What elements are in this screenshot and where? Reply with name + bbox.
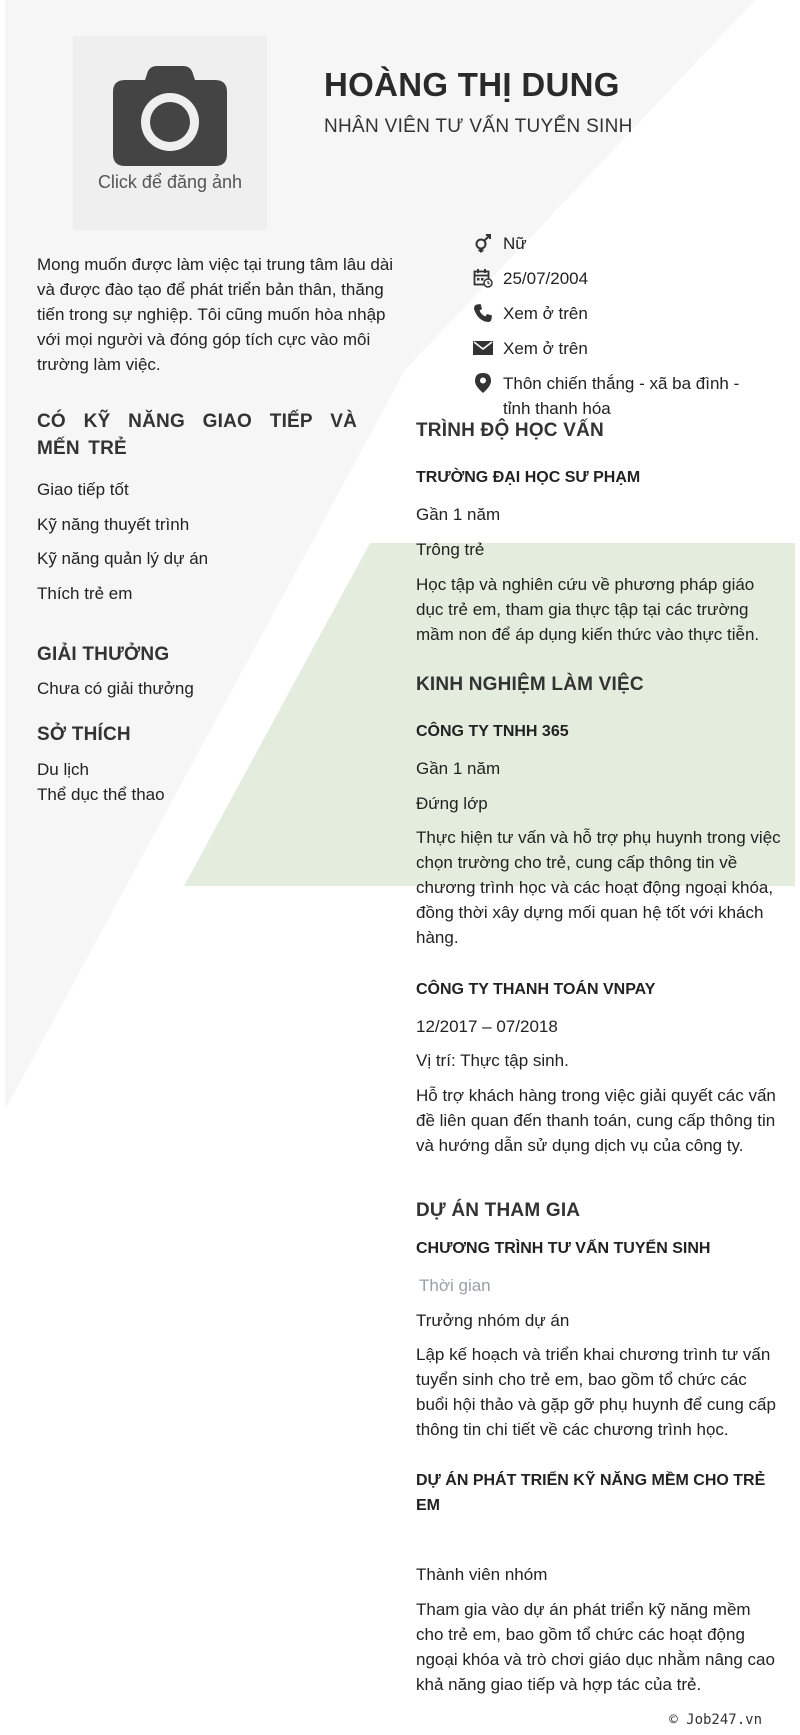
- projects-heading: DỰ ÁN THAM GIA: [416, 1200, 581, 1221]
- education-major: Trông trẻ: [416, 540, 485, 559]
- experience-heading: KINH NGHIỆM LÀM VIỆC: [416, 674, 644, 695]
- career-objective: Mong muốn được làm việc tại trung tâm lâu dài và được đào tạo để phát triển bản thân, thăng tiến trong sự nghiệp. Tôi cũng muốn hòa nhập với mọi người và đóng góp tích cực vào môi trường làm việc.: [37, 255, 394, 374]
- job-description: Thực hiện tư vấn và hỗ trợ phụ huynh trong việc chọn trường cho trẻ, cung cấp thông tin về chương trình học và các hoạt động ngoại khóa, đồng thời xây dựng mối quan hệ tốt với khách hàng.: [416, 828, 781, 947]
- company-name: CÔNG TY THANH TOÁN VNPAY: [416, 981, 656, 998]
- company-name: CÔNG TY TNHH 365: [416, 723, 569, 740]
- job-position: Đứng lớp: [416, 794, 488, 813]
- address-value: Thôn chiến thắng - xã ba đình - tỉnh thanh hóa: [503, 374, 740, 418]
- project-name: DỰ ÁN PHÁT TRIỂN KỸ NĂNG MỀM CHO TRẺ EM: [416, 1472, 766, 1514]
- project-time-placeholder: Thời gian: [419, 1276, 491, 1295]
- project-description: Lập kế hoạch và triển khai chương trình tư vấn tuyển sinh cho trẻ em, bao gồm tổ chức các buổi hội thảo và gặp gỡ phụ huynh để cung cấp thông tin chi tiết về các chương trình học.: [416, 1345, 776, 1439]
- project-description: Tham gia vào dự án phát triển kỹ năng mềm cho trẻ em, bao gồm tổ chức các hoạt động ngoại khóa và trò chơi giáo dục nhằm nâng cao khả năng giao tiếp và hợp tác của trẻ.: [416, 1600, 775, 1694]
- envelope-icon: [472, 337, 494, 359]
- project-name: CHƯƠNG TRÌNH TƯ VẤN TUYỂN SINH: [416, 1240, 711, 1257]
- phone-value: Xem ở trên: [503, 304, 588, 323]
- job-title: NHÂN VIÊN TƯ VẤN TUYỂN SINH: [324, 116, 633, 137]
- phone-icon: [472, 302, 494, 324]
- candidate-name: HOÀNG THỊ DUNG: [324, 66, 620, 103]
- contact-phone: [472, 301, 753, 326]
- location-pin-icon: [472, 372, 494, 394]
- calendar-icon: [472, 267, 494, 289]
- contact-email: [472, 336, 753, 361]
- dob-value: 25/07/2004: [503, 269, 589, 288]
- skills-heading: CÓ KỸ NĂNG GIAO TIẾP VÀ MẾN TRẺ: [37, 411, 357, 459]
- education-duration: Gần 1 năm: [416, 505, 501, 524]
- job-duration: 12/2017 – 07/2018: [416, 1017, 558, 1036]
- camera-icon: [111, 64, 229, 168]
- gender-value: Nữ: [503, 234, 527, 253]
- job-description: Hỗ trợ khách hàng trong việc giải quyết các vấn đề liên quan đến thanh toán, cung cấp thông tin và hướng dẫn sử dụng dịch vụ của công ty.: [416, 1086, 776, 1155]
- hobbies-heading: SỞ THÍCH: [37, 724, 131, 745]
- contact-address: [472, 371, 753, 421]
- education-description: Học tập và nghiên cứu về phương pháp giáo dục trẻ em, tham gia thực tập tại các trường mầm non để áp dụng kiến thức vào thực tiễn.: [416, 575, 760, 644]
- job-duration: Gần 1 năm: [416, 759, 501, 778]
- hobby-item: Thể dục thể thao: [37, 785, 165, 804]
- skill-item: Giao tiếp tốt: [37, 480, 129, 499]
- photo-upload[interactable]: [73, 36, 267, 230]
- skill-item: Kỹ năng quản lý dự án: [37, 549, 209, 568]
- contact-dob: [472, 266, 753, 291]
- job-position: Vị trí: Thực tập sinh.: [416, 1051, 569, 1070]
- project-role: Trưởng nhóm dự án: [416, 1311, 570, 1330]
- gender-icon: [472, 232, 494, 254]
- hobby-item: Du lịch: [37, 760, 89, 779]
- education-heading: TRÌNH ĐỘ HỌC VẤN: [416, 420, 604, 441]
- awards-heading: GIẢI THƯỞNG: [37, 644, 170, 665]
- project-role: Thành viên nhóm: [416, 1565, 548, 1584]
- awards-text: Chưa có giải thưởng: [37, 679, 194, 698]
- school-name: TRƯỜNG ĐẠI HỌC SƯ PHẠM: [416, 469, 641, 486]
- skill-item: Kỹ năng thuyết trình: [37, 515, 190, 534]
- email-value: Xem ở trên: [503, 339, 588, 358]
- footer-copyright: © Job247.vn: [669, 1712, 762, 1728]
- skill-item: Thích trẻ em: [37, 584, 133, 603]
- photo-caption: Click để đăng ảnh: [97, 172, 243, 192]
- contact-gender: [472, 231, 753, 256]
